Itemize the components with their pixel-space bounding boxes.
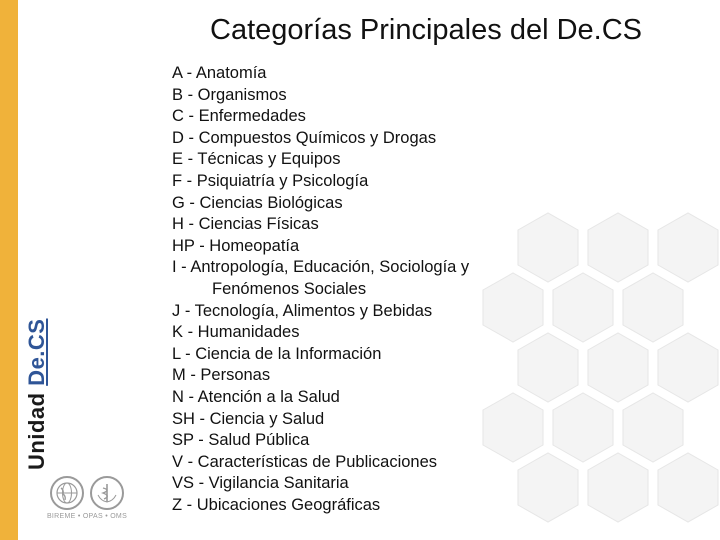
- footer-logo-caption: BIREME • OPAS • OMS: [46, 513, 128, 520]
- unit-label: [24, 319, 50, 470]
- who-emblem-icon: [90, 476, 124, 510]
- category-item: C - Enfermedades: [172, 107, 306, 126]
- footer-logos: [44, 476, 130, 526]
- hexagon-background: [478, 210, 720, 540]
- category-item: H - Ciencias Físicas: [172, 215, 319, 234]
- category-item: J - Tecnología, Alimentos y Bebidas: [172, 301, 433, 320]
- left-accent-bar: [0, 0, 18, 540]
- category-item: SP - Salud Pública: [172, 431, 310, 450]
- category-item: HP - Homeopatía: [172, 236, 300, 255]
- unit-label-prefix: Unidad: [24, 392, 49, 470]
- category-item: SH - Ciencia y Salud: [172, 409, 325, 428]
- paho-globe-icon: [50, 476, 84, 510]
- category-item: D - Compuestos Químicos y Drogas: [172, 128, 437, 147]
- category-item: I - Antropología, Educación, Sociología y: [172, 258, 470, 277]
- category-item: N - Atención a la Salud: [172, 387, 340, 406]
- category-item: E - Técnicas y Equipos: [172, 150, 341, 169]
- category-item: F - Psiquiatría y Psicología: [172, 171, 369, 190]
- category-item: G - Ciencias Biológicas: [172, 193, 343, 212]
- unit-label-brand: De.CS: [24, 318, 49, 386]
- category-item: VS - Vigilancia Sanitaria: [172, 474, 349, 493]
- category-item: V - Características de Publicaciones: [172, 452, 438, 471]
- category-item-continuation: Fenómenos Sociales: [212, 279, 367, 298]
- category-item: M - Personas: [172, 366, 271, 385]
- category-item: L - Ciencia de la Información: [172, 344, 382, 363]
- category-list: [172, 63, 469, 516]
- slide-title: Categorías Principales del De.CS: [210, 14, 642, 46]
- category-item: A - Anatomía: [172, 64, 267, 82]
- category-item: B - Organismos: [172, 85, 287, 104]
- category-item: K - Humanidades: [172, 323, 300, 342]
- category-item: Z - Ubicaciones Geográficas: [172, 495, 381, 514]
